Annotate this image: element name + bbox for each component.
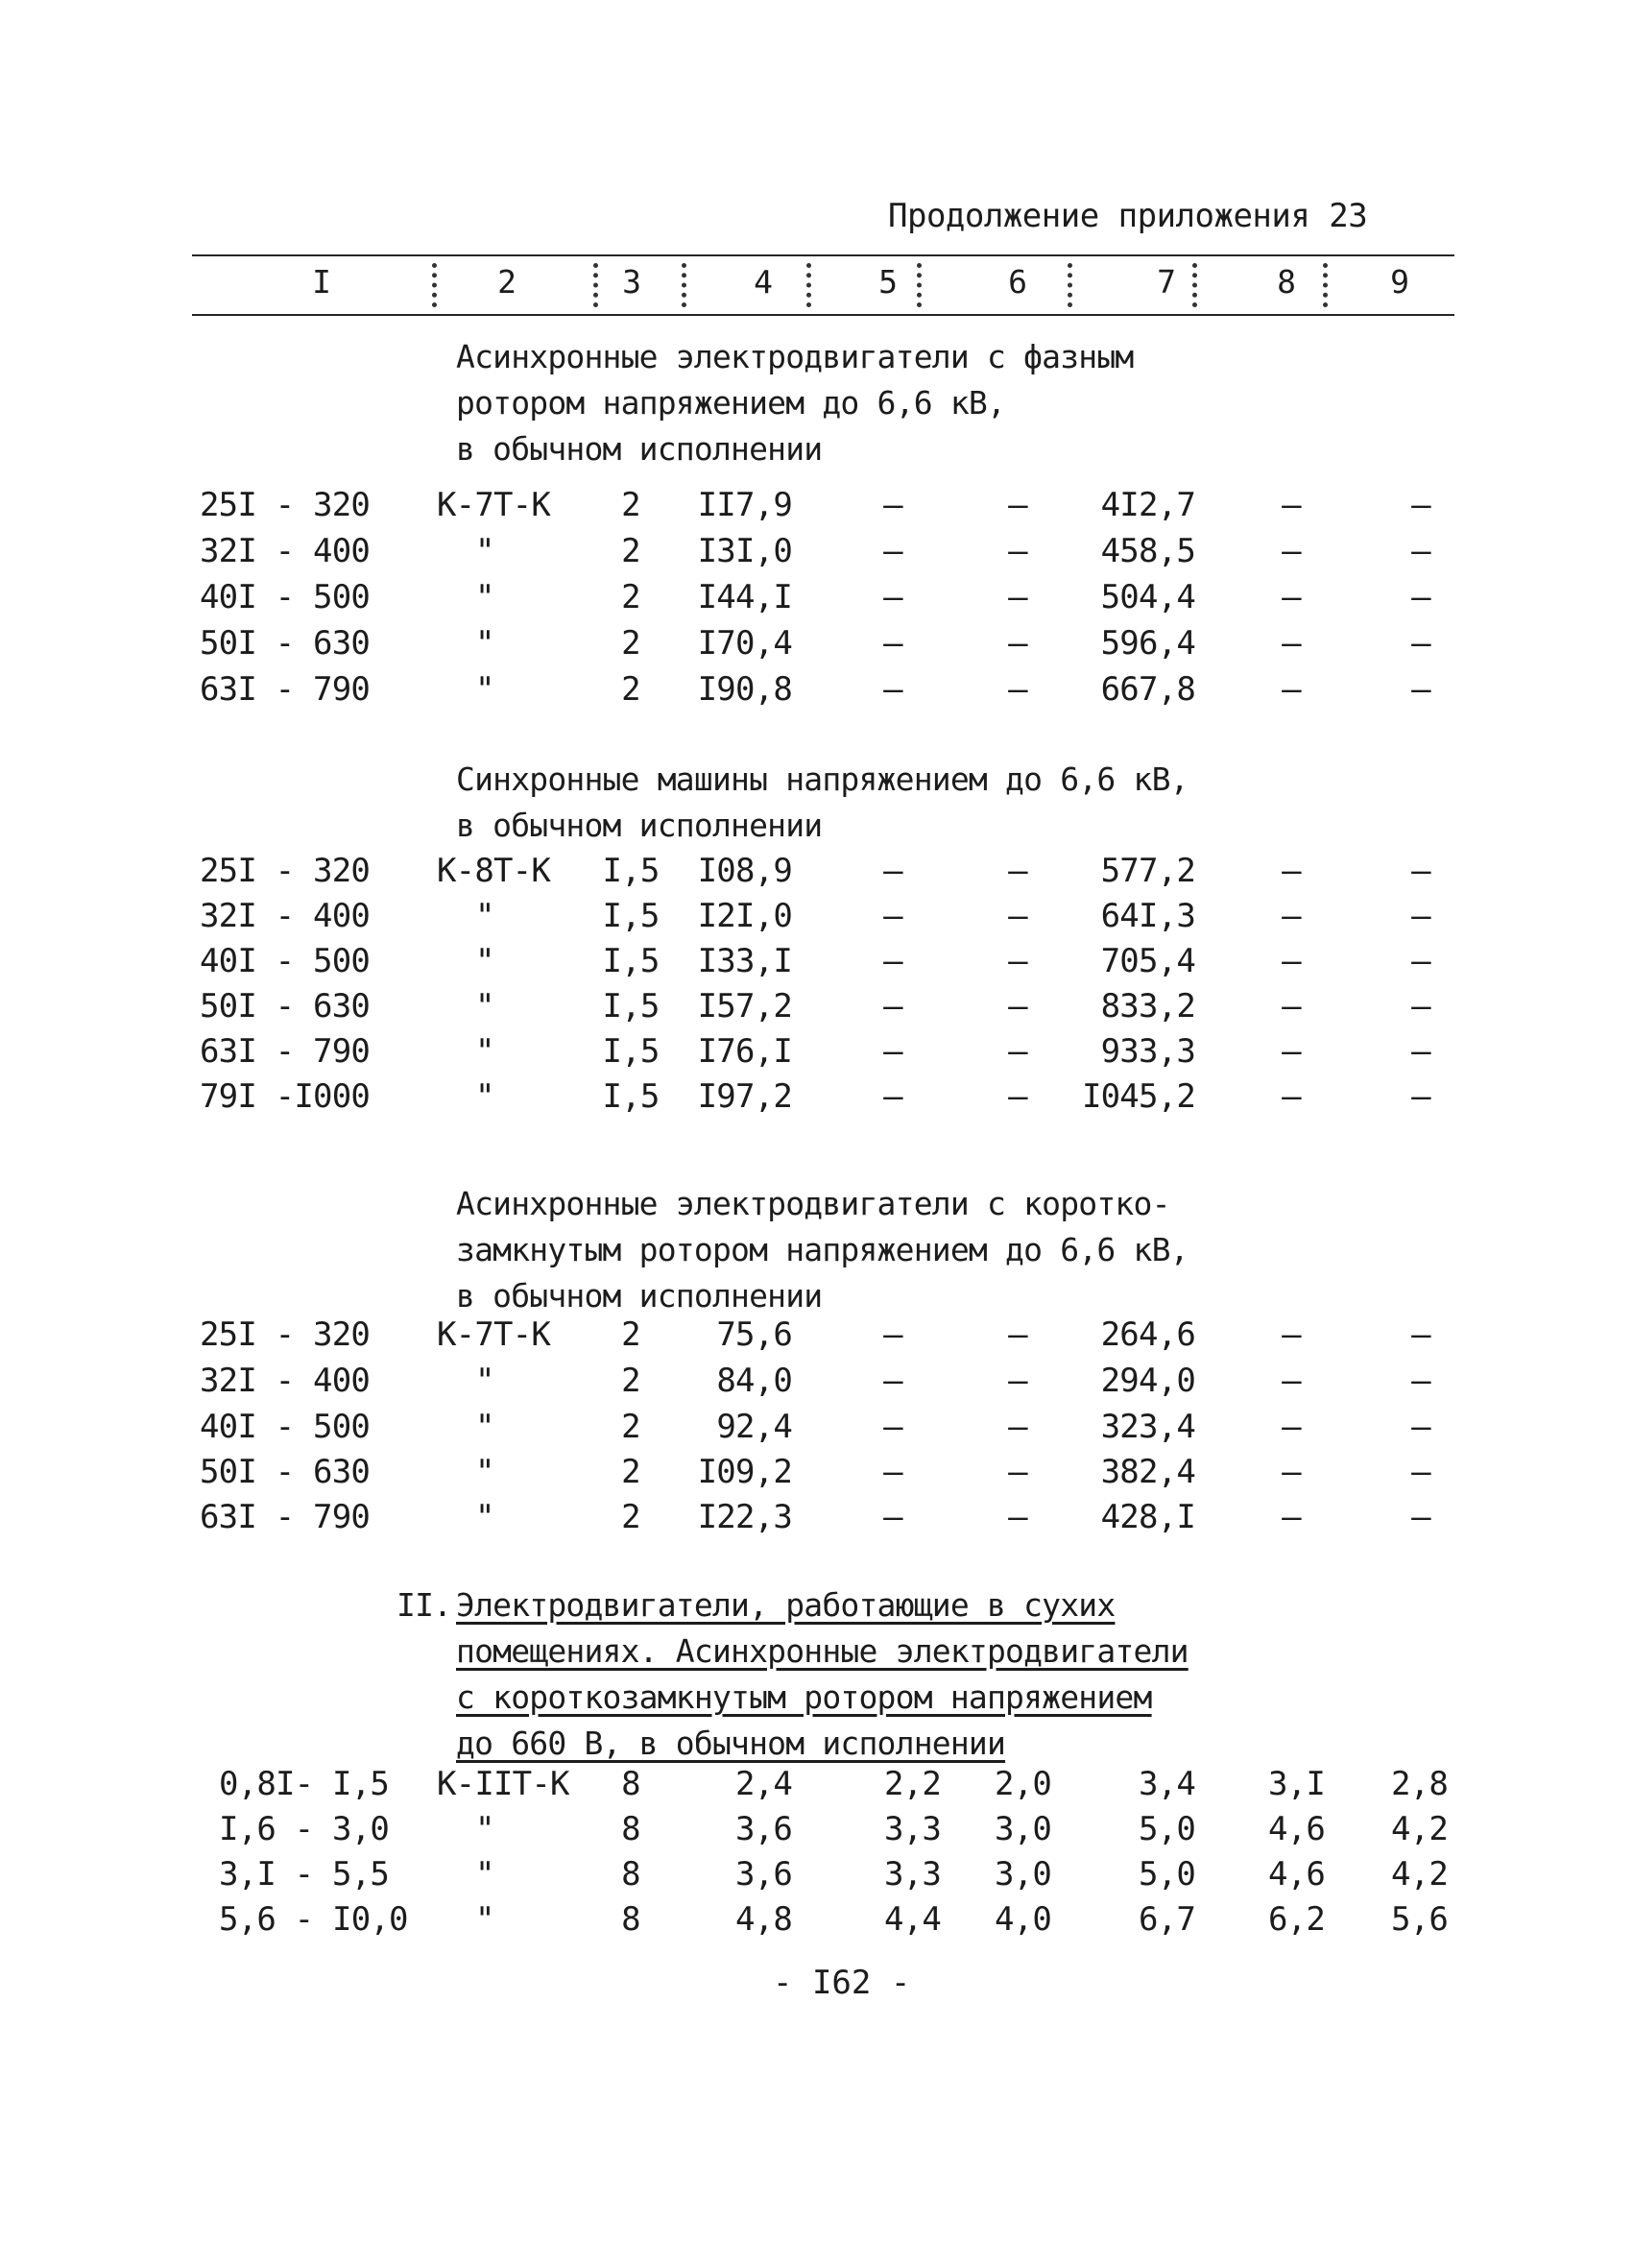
table-cell: I,5 [602,1077,660,1116]
table-cell: 382,4 [1100,1453,1195,1491]
table-cell: 4,6 [1267,1855,1325,1894]
table-cell: – [1282,1408,1301,1446]
table-cell: 667,8 [1100,670,1195,709]
table-cell: 50I - 630 [200,987,371,1025]
table-row [0,532,1633,578]
table-cell: – [1008,1408,1027,1446]
table-cell: 8 [621,1810,640,1848]
table-row [0,1498,1633,1544]
table-cell: – [883,578,902,616]
table-cell: " [475,1408,494,1446]
table-cell: – [1282,624,1301,663]
table-cell: 25I - 320 [200,852,371,890]
table-cell: " [475,532,494,570]
table-cell: – [1411,1498,1430,1536]
table-cell: 3,3 [883,1855,941,1894]
table-cell: 5,0 [1138,1810,1195,1848]
table-cell: 2 [621,1315,640,1354]
table-row [0,1032,1633,1078]
table-cell: 3,6 [734,1810,792,1848]
section-title-line: с короткозамкнутым ротором напряжением [456,1678,1152,1716]
table-cell: I22,3 [697,1498,792,1536]
table-cell: I76,I [697,1032,792,1071]
section-title-line: замкнутым ротором напряжением до 6,6 кВ, [456,1231,1189,1268]
table-cell: 3,6 [734,1855,792,1894]
table-cell: " [475,1900,494,1939]
table-cell: – [1008,987,1027,1025]
table-cell: 75,6 [716,1315,792,1354]
table-cell: I57,2 [697,987,792,1025]
table-cell: I09,2 [697,1453,792,1491]
table-cell: – [1411,1453,1430,1491]
table-cell: – [883,1077,902,1116]
table-cell: 2 [621,670,640,709]
table-cell: 458,5 [1100,532,1195,570]
table-cell: 323,4 [1100,1408,1195,1446]
table-cell: 6,7 [1138,1900,1195,1939]
table-cell: – [1008,1362,1027,1400]
table-cell: – [1008,852,1027,890]
table-cell: – [1008,1032,1027,1071]
table-cell: 8 [621,1765,640,1803]
table-row [0,1855,1633,1901]
table-cell: – [883,852,902,890]
table-cell: 4,4 [883,1900,941,1939]
table-cell: 264,6 [1100,1315,1195,1354]
table-cell: " [475,942,494,980]
table-cell: – [1282,1315,1301,1354]
table-cell: – [1411,1408,1430,1446]
table-cell: – [1008,486,1027,524]
table-cell: – [1282,1498,1301,1536]
table-cell: 63I - 790 [200,670,371,709]
table-cell: 40I - 500 [200,578,371,616]
table-cell: I90,8 [697,670,792,709]
table-cell: 92,4 [716,1408,792,1446]
table-cell: " [475,897,494,935]
table-cell: " [475,1077,494,1116]
table-cell: – [1282,1453,1301,1491]
section-title [396,1582,1189,1767]
section-title-line: Синхронные машины напряжением до 6,6 кВ, [456,760,1189,798]
table-cell: 4,8 [734,1900,792,1939]
table-cell: I70,4 [697,624,792,663]
section-title [456,334,1134,472]
header-bottom-rule [192,314,1454,316]
table-cell: I,5 [602,942,660,980]
section-title-line: Асинхронные электродвигатели с фазным [456,338,1134,375]
table-cell: 2 [621,578,640,616]
section-title-line: до 660 В, в обычном исполнении [456,1725,1006,1762]
table-cell: – [883,1498,902,1536]
table-row [0,1765,1633,1811]
table-cell: 3,4 [1138,1765,1195,1803]
table-row [0,1362,1633,1408]
section-title-line: в обычном исполнении [456,1277,823,1315]
table-cell: 40I - 500 [200,942,371,980]
section-title-line: Асинхронные электродвигатели с коротко- [456,1185,1170,1222]
table-cell: I,6 - 3,0 [219,1810,390,1848]
column-header-3: 3 [622,263,641,301]
table-row [0,670,1633,716]
section-title-line: ротором напряжением до 6,6 кВ, [456,384,1006,422]
table-cell: – [1282,532,1301,570]
table-cell: 2 [621,1408,640,1446]
table-cell: – [883,1408,902,1446]
table-cell: " [475,578,494,616]
column-header-7: 7 [1157,263,1176,301]
table-cell: 0,8I- I,5 [219,1765,390,1803]
column-header-8: 8 [1277,263,1296,301]
table-cell: – [1411,1032,1430,1071]
table-cell: – [883,1453,902,1491]
table-cell: 2 [621,1498,640,1536]
table-row [0,1900,1633,1946]
table-row [0,578,1633,624]
section-title-line: в обычном исполнении [456,807,823,844]
table-cell: 32I - 400 [200,532,371,570]
column-separator [432,263,446,307]
table-cell: " [475,670,494,709]
table-cell: I,5 [602,987,660,1025]
table-cell: I,5 [602,852,660,890]
table-cell: – [1411,624,1430,663]
table-cell: 4,0 [994,1900,1051,1939]
table-cell: 8 [621,1855,640,1894]
table-cell: – [1008,578,1027,616]
table-cell: – [883,942,902,980]
table-row [0,1453,1633,1499]
table-cell: 25I - 320 [200,1315,371,1354]
table-cell: 2 [621,532,640,570]
table-cell: – [1282,486,1301,524]
table-cell: I44,I [697,578,792,616]
table-cell: – [1008,670,1027,709]
table-cell: – [883,532,902,570]
table-row [0,852,1633,898]
table-cell: 79I -I000 [200,1077,371,1116]
table-cell: " [475,624,494,663]
table-cell: – [1282,578,1301,616]
table-row [0,1810,1633,1856]
table-cell: 8 [621,1900,640,1939]
section-title-line: Электродвигатели, работающие в сухих [456,1586,1116,1624]
table-cell: I,5 [602,897,660,935]
table-cell: – [883,897,902,935]
table-cell: – [883,1362,902,1400]
table-cell: – [1008,1077,1027,1116]
table-cell: 2 [621,486,640,524]
section-number: II. [396,1586,452,1624]
table-row [0,987,1633,1033]
table-cell: 5,6 [1390,1900,1448,1939]
section-title [456,1181,1189,1319]
table-row [0,942,1633,988]
table-row [0,486,1633,532]
table-cell: I,5 [602,1032,660,1071]
table-row [0,1077,1633,1123]
section-title [456,757,1189,849]
table-cell: " [475,987,494,1025]
table-cell: " [475,1362,494,1400]
table-cell: " [475,1855,494,1894]
column-separator [1323,263,1337,307]
table-cell: " [475,1498,494,1536]
header-top-rule [192,254,1454,256]
table-cell: 2 [621,624,640,663]
table-cell: – [1411,897,1430,935]
table-cell: 3,0 [994,1855,1051,1894]
table-cell: 2,2 [883,1765,941,1803]
table-cell: – [1008,1498,1027,1536]
table-cell: – [1008,532,1027,570]
table-cell: – [1411,987,1430,1025]
table-cell: 50I - 630 [200,624,371,663]
table-row [0,897,1633,943]
column-header-row [0,259,1633,311]
table-cell: 3,I [1267,1765,1325,1803]
table-cell: – [1411,1362,1430,1400]
table-cell: " [475,1453,494,1491]
table-cell: – [1282,987,1301,1025]
column-header-2: 2 [497,263,516,301]
table-cell: I33,I [697,942,792,980]
table-cell: I2I,0 [697,897,792,935]
table-cell: 4,6 [1267,1810,1325,1848]
table-cell: 833,2 [1100,987,1195,1025]
table-row [0,624,1633,670]
table-cell: К-IIТ-К [437,1765,569,1803]
table-cell: 577,2 [1100,852,1195,890]
table-cell: 32I - 400 [200,1362,371,1400]
table-cell: – [1411,1077,1430,1116]
table-cell: 3,0 [994,1810,1051,1848]
table-cell: 3,I - 5,5 [219,1855,390,1894]
table-cell: I3I,0 [697,532,792,570]
table-cell: – [1282,852,1301,890]
table-cell: – [1008,624,1027,663]
table-cell: " [475,1810,494,1848]
table-cell: 84,0 [716,1362,792,1400]
table-cell: 4I2,7 [1100,486,1195,524]
table-cell: 2 [621,1362,640,1400]
table-cell: 4,2 [1390,1810,1448,1848]
table-cell: 32I - 400 [200,897,371,935]
table-row [0,1408,1633,1454]
table-cell: – [883,670,902,709]
column-header-6: 6 [1008,263,1027,301]
table-cell: – [1008,1453,1027,1491]
table-cell: 5,6 - I0,0 [219,1900,408,1939]
continuation-title: Продолжение приложения 23 [888,197,1368,235]
table-cell: 64I,3 [1100,897,1195,935]
column-separator [917,263,931,307]
column-header-1: I [312,263,331,301]
table-cell: 2,4 [734,1765,792,1803]
table-cell: – [1411,1315,1430,1354]
table-cell: 933,3 [1100,1032,1195,1071]
table-cell: I045,2 [1081,1077,1195,1116]
table-cell: 705,4 [1100,942,1195,980]
table-cell: 40I - 500 [200,1408,371,1446]
table-cell: – [1411,852,1430,890]
table-cell: II7,9 [697,486,792,524]
table-row [0,1315,1633,1362]
table-cell: " [475,1032,494,1071]
column-header-5: 5 [878,263,898,301]
page-number: - I62 - [773,1964,911,2002]
table-cell: 63I - 790 [200,1498,371,1536]
column-header-9: 9 [1390,263,1409,301]
table-cell: – [1282,1362,1301,1400]
table-cell: – [1411,532,1430,570]
table-cell: – [1282,1032,1301,1071]
table-cell: – [1282,670,1301,709]
table-cell: 5,0 [1138,1855,1195,1894]
table-cell: – [1411,578,1430,616]
table-cell: – [1282,1077,1301,1116]
column-header-4: 4 [754,263,773,301]
column-separator [1068,263,1082,307]
column-separator [682,263,696,307]
table-cell: – [883,624,902,663]
table-cell: – [1282,897,1301,935]
column-separator [1192,263,1207,307]
section-title-line: в обычном исполнении [456,430,823,468]
table-cell: I08,9 [697,852,792,890]
table-cell: 3,3 [883,1810,941,1848]
table-cell: 504,4 [1100,578,1195,616]
table-cell: К-8Т-К [437,852,551,890]
table-cell: – [1282,942,1301,980]
table-cell: 25I - 320 [200,486,371,524]
table-cell: I97,2 [697,1077,792,1116]
table-cell: – [883,1032,902,1071]
table-cell: – [1411,486,1430,524]
table-cell: – [1008,897,1027,935]
table-cell: – [883,1315,902,1354]
table-cell: 294,0 [1100,1362,1195,1400]
table-cell: – [883,486,902,524]
table-cell: 63I - 790 [200,1032,371,1071]
table-cell: 4,2 [1390,1855,1448,1894]
table-cell: 2 [621,1453,640,1491]
table-cell: 2,8 [1390,1765,1448,1803]
column-separator [806,263,821,307]
table-cell: 428,I [1100,1498,1195,1536]
table-cell: 2,0 [994,1765,1051,1803]
table-cell: – [1411,942,1430,980]
table-cell: – [883,987,902,1025]
table-cell: К-7Т-К [437,1315,551,1354]
section-title-line: помещениях. Асинхронные электродвигатели [456,1632,1189,1670]
table-cell: – [1008,1315,1027,1354]
table-cell: – [1411,670,1430,709]
table-cell: 6,2 [1267,1900,1325,1939]
table-cell: 596,4 [1100,624,1195,663]
table-cell: К-7Т-К [437,486,551,524]
table-cell: 50I - 630 [200,1453,371,1491]
table-cell: – [1008,942,1027,980]
